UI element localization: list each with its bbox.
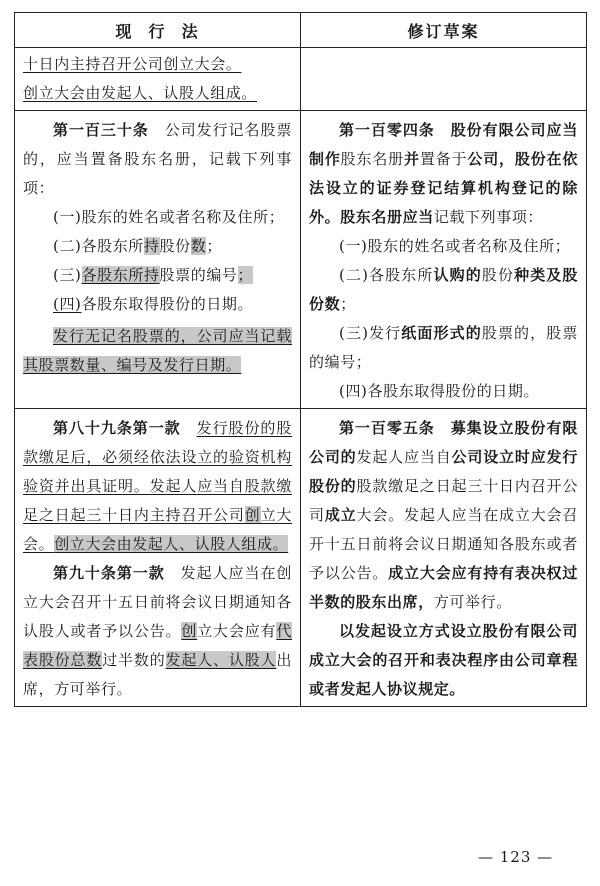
row1-left xyxy=(15,48,301,111)
article-130-item4: (四)各股东取得股份的日期。 xyxy=(53,295,254,313)
article-104-item4: (四)各股东取得股份的日期。 xyxy=(339,382,540,400)
article-104-title: 第一百零四条 xyxy=(339,121,435,139)
article-104-item1: (一)股东的姓名或者名称及住所； xyxy=(339,237,571,255)
row1-right xyxy=(301,48,587,111)
article-130-para2: 发行无记名股票的，公司应当记载其股票数量、编号及发行日期。 xyxy=(23,327,292,374)
article-89-title: 第八十九条第一款 xyxy=(53,419,181,437)
article-105-para: 第一百零五条 募集设立股份有限公司的发起人应当自公司设立时应发行股份的股款缴足之日起三十日内召开公司成立大会。发起人应当在成立大会召开十五日前将会议日期通知各股东或者予以公告。成立大会应有持有表决权过半数的股东出席，方可举行。 xyxy=(309,419,578,611)
hl-chi: 持 xyxy=(143,237,160,255)
article-90-title: 第九十条第一款 xyxy=(53,564,165,582)
row3-right xyxy=(301,409,587,707)
header-draft-amendment: 修订草案 xyxy=(301,13,587,48)
article-104-item3: (三)发行纸面形式的股票的，股票的编号； xyxy=(309,324,578,371)
row-1 xyxy=(15,48,587,111)
row1-line2: 创立大会由发起人、认股人组成。 xyxy=(23,84,258,102)
header-row xyxy=(15,13,587,48)
header-current-law: 现 行 法 xyxy=(15,13,301,48)
hl-shu: 数 xyxy=(190,237,207,255)
article-90-para: 第九十条第一款 发起人应当在创立大会召开十五日前将会议日期通知各认股人或者予以公告。创立大会应有代表股份总数过半数的发起人、认股人出席，方可举行。 xyxy=(23,564,292,698)
article-130-item1: (一)股东的姓名或者名称及住所； xyxy=(53,208,285,226)
row2-right: 第一百零四条 股份有限公司应当制作股东名册并置备于公司，股份在依法设立的证券登记结算机构登记的除外。股东名册应当记载下列事项： (一)股东的姓名或者名称及住所； (二)各股东所认购的股份种类及股份数； (三)发行纸面形式的股票的，股票的编号； (四)各股东取得股份的日期。 xyxy=(301,111,587,409)
row3-left xyxy=(15,409,301,707)
article-104-item2: (二)各股东所认购的股份种类及股份数； xyxy=(309,266,579,313)
article-89-para: 第八十九条第一款 发行股份的股款缴足后，必须经依法设立的验资机构验资并出具证明。发起人应当自股款缴足之日起三十日内主持召开公司创立大会。创立大会由发起人、认股人组成。 xyxy=(23,419,292,553)
article-105-para2: 以发起设立方式设立股份有限公司成立大会的召开和表决程序由公司章程或者发起人协议规定。 xyxy=(309,622,578,698)
article-130-item2: (二)各股东所持股份数； xyxy=(53,237,222,255)
row2-left xyxy=(15,111,301,409)
article-130-item3: (三)各股东所持股票的编号； xyxy=(53,266,254,284)
row-2 xyxy=(15,111,587,409)
article-130-text: 公司发行记名股票的，应当置备股东名册，记载下列事项： xyxy=(23,121,292,197)
hl-semicolon: ； xyxy=(237,266,254,284)
page-number: — 123 — xyxy=(478,848,554,866)
comparison-table xyxy=(14,12,587,707)
row-3 xyxy=(15,409,587,707)
article-130-title: 第一百三十条 xyxy=(53,121,149,139)
article-105-title: 第一百零五条 xyxy=(339,419,435,437)
hl-holders: 各股东所持 xyxy=(81,266,160,284)
row1-line1: 十日内主持召开公司创立大会。 xyxy=(23,55,242,73)
